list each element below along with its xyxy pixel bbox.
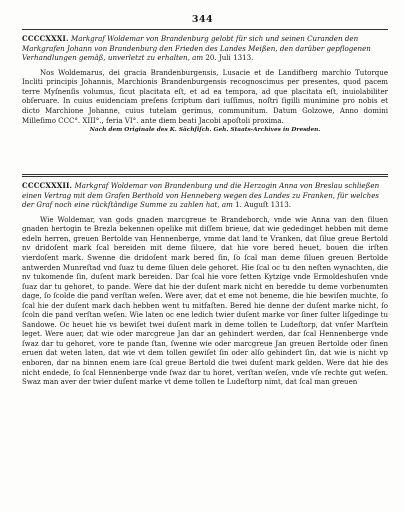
doc1-heading-text: Markgraf Woldemar von Brandenburg gelobt für sich und seinen Curanden den Markgrafen Johann von Brandenburg den Frieden des Landes Meißen, den darüber gepflogenen Verhandlungen gemäß, unverletzt zu erhalten, am bbox=[22, 34, 371, 63]
document-2 bbox=[22, 181, 388, 387]
doc1-date: 20. Juli 1313. bbox=[205, 53, 254, 63]
page-number: 344 bbox=[191, 14, 214, 25]
doc2-text: Wie Woldemar, van gods gnaden marcgreue te Brandeborch, vnde wie Anna van den ſiluen gnaden hertogin te Brezla bekennen opelike mit diſſem brieue, dat wie gededinget hebben mit deme edeln herren, greuen Bertolde van Hennenberge, vmme dat land te Vranken, dat ſilue greue Bertold nv dridoſent mark ſcal bereiden mit deme ſiluere, dat hie vore bered heuet, bouen die irſten vierdoſent mark. Swenne die dridoſent mark bered ſin, ſo ſcal man deme ſiluen greuen Bertolde antwerden Munreſtad vnd ſuaz tu deme ſiluen dele gehoret. Hie ſcal oc tu den neſten wynachten, die nv tukomende ſin, duſent mark bereiden. Dar ſcal hie vore ſetten Kytzige vnde Ermoldeshuſen vnde ſuaz dar tu gehoret, to pande. Were dat hie der duſent mark nicht en beredde tu deme vorbenumten dage, ſo ſcolde die pand verſtan weſen. Were aver, dat et eme not beneme, die hie bewiſen muchte, ſo ſcal hie der duſent mark dach hebben went tu mitfaſten. Bered hie denne der duſent marke nicht, ſo ſcoln die pand verſtan weſen. Wie laten oc ene ledich twier duſent marke vor ſiner ſulter liſgedinge tu Sandowe. Oc heuet hie vs bewiſet twei duſent mark in deme tollen te Ludeſtorp, dat vnſer Marſtein leget. Were auer, dat wie oder marcgreue Jan dar an gehindert werden, dar ſcal Hennenberge vnde ſwaz dar tu gehoret, vore te pande ſtan, ſwenne wie oder marcgreue Jan greuen Bertolde oder ſinen eruen dat weten laten, dat wie vt dem tollen gewiſet ſin oder alſo gehindert ſin, dat wie is nicht vp enboren, dar na binnen enem iare ſcal greue Bertold die twei duſent mark gelden. Were dat hie des nicht endede, ſo ſcal Hennenberge vnde ſwaz dar tu horet, verſtan weſen, vnde vſe rechte gut weſen. Swaz man aver der twier duſent marke vt deme tollen te Ludeſtorp nimt, dat ſcal man greuen bbox=[22, 214, 388, 387]
doc1-heading bbox=[22, 34, 388, 63]
doc2-heading-text: Markgraf Woldemar von Brandenburg und die Herzogin Anna von Breslau schließen einen Vertrag mit dem Grafen Berthold von Henneberg wegen des Landes zu Franken, für welches der Graf noch eine rückſtändige Summe zu zahlen hat, am bbox=[22, 181, 380, 210]
document-1 bbox=[22, 34, 388, 134]
doc2-heading bbox=[22, 181, 388, 210]
doc2-number: CCCCXXXII. bbox=[22, 181, 73, 190]
doc1-number: CCCCXXXI. bbox=[22, 34, 69, 43]
doc1-text: Nos Woldemarus, dei gracia Brandenburgensis, Lusacie et de Landifberg marchio Tutorque Incliti principis Johannis, Marchionis Brandenburgensis recognoscimus per presentes, quod pacem terre Myſnenſis volumus, ſicut placitata eſt, et ad ea tempora, ad que placitata eſt, inuiolabiliter obſeruare. In cuius euidenciam preſens ſcriptum dari iuſſimus, noſtri ſigilli munimine pro nobis et dicto Marchione Johanne, cuius tutelam gerimus, communitum. Datum Golzowe, Anno domini Milleſimo CCC°. XIII°., feria VI°. ante diem beati Jacobi apoſtoli proxima. bbox=[22, 67, 388, 125]
top-rule bbox=[22, 29, 388, 30]
doc1-source: Nach dem Originale des K. Sächſiſch. Geh. Staats-Archives in Dresden. bbox=[89, 127, 321, 134]
doc2-date: 1. Auguſt 1313. bbox=[235, 200, 291, 210]
section-divider bbox=[22, 174, 388, 177]
